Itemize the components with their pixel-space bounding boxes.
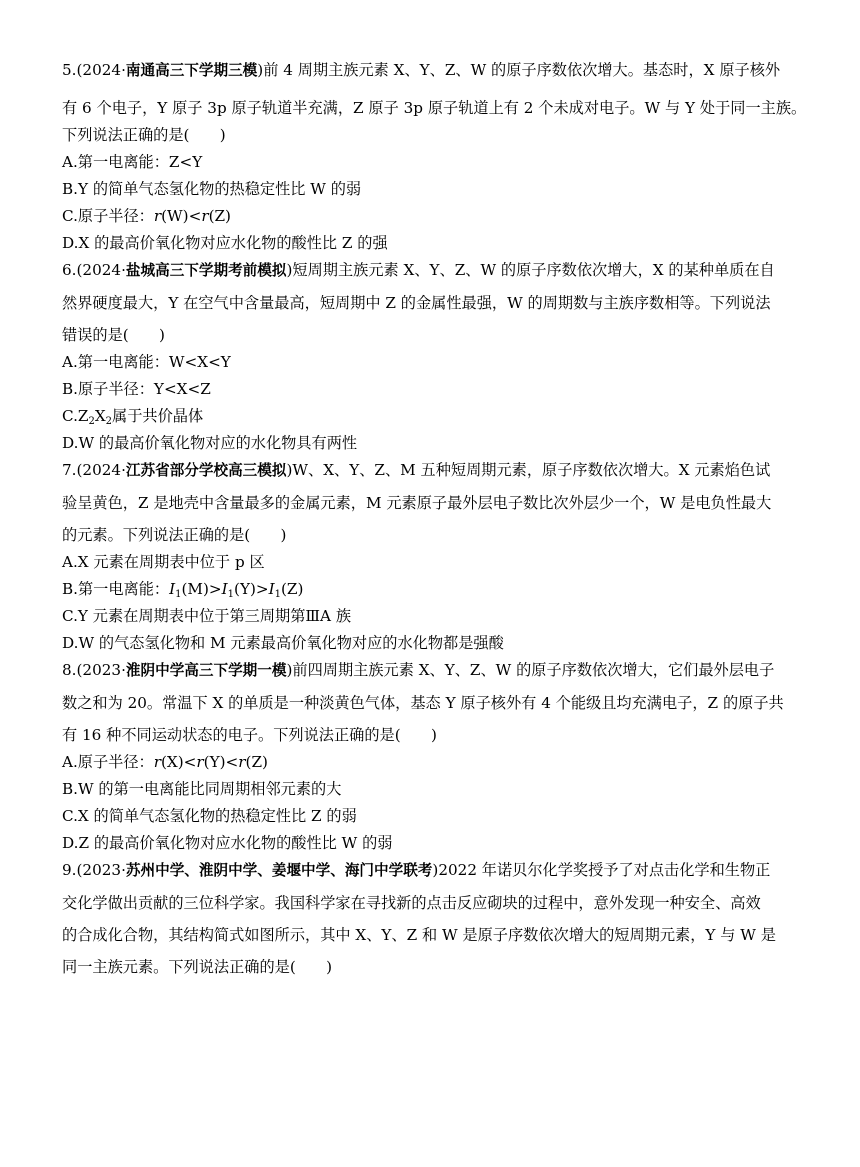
question-stem-line: 下列说法正确的是( ) <box>62 126 226 144</box>
math-text: (Z) <box>208 207 231 225</box>
source-close: ) <box>286 461 293 479</box>
question-year: (2023· <box>76 661 126 679</box>
question-stem-line: 交化学做出贡献的三位科学家。我国科学家在寻找新的点击反应砌块的过程中，意外发现一种安全、高效 <box>62 894 761 912</box>
question-stem-line <box>62 260 802 281</box>
math-text: (Z) <box>281 580 304 598</box>
question-stem-line: 数之和为 20。常温下 X 的单质是一种淡黄色气体，基态 Y 原子核外有 4 个能级且均充满电子，Z 的原子共 <box>62 694 784 712</box>
question-stem-text: 短周期主族元素 X、Y、Z、W 的原子序数依次增大，X 的某种单质在自 <box>292 261 775 279</box>
question-year: (2024· <box>76 261 126 279</box>
subscript: 1 <box>175 589 182 600</box>
math-var: I <box>221 580 228 598</box>
question-year: (2024· <box>76 61 126 79</box>
document-page <box>62 60 807 976</box>
question-stem-line: 的合成化合物，其结构简式如图所示，其中 X、Y、Z 和 W 是原子序数依次增大的短周期元素，Y 与 W 是 <box>62 926 776 944</box>
question-number: 7. <box>62 461 77 479</box>
question-year: (2023· <box>76 861 126 879</box>
option-d: D.W 的最高价氧化物对应的水化物具有两性 <box>62 434 358 452</box>
math-text: (W)< <box>161 207 202 225</box>
math-var: r <box>153 753 161 771</box>
math-text: (X)< <box>161 753 197 771</box>
option-b: B.W 的第一电离能比同周期相邻元素的大 <box>62 780 342 798</box>
option-b <box>62 579 802 599</box>
subscript: 1 <box>227 589 235 600</box>
question-number: 8. <box>62 661 77 679</box>
formula-text: X <box>94 407 106 425</box>
option-d: D.Z 的最高价氧化物对应水化物的酸性比 W 的弱 <box>62 834 393 852</box>
math-text: (Y)> <box>234 580 269 598</box>
question-stem-line <box>62 860 802 881</box>
option-a: A.第一电离能：W<X<Y <box>62 353 231 371</box>
subscript: 2 <box>88 416 95 427</box>
question-stem-line <box>62 60 802 81</box>
source-close: ) <box>286 261 293 279</box>
question-year: (2024· <box>76 461 126 479</box>
math-var: I <box>169 580 176 598</box>
question-stem-line: 错误的是( ) <box>62 326 165 344</box>
math-var: r <box>153 207 162 225</box>
question-source: 苏州中学、淮阴中学、姜堰中学、海门中学联考 <box>125 862 433 879</box>
question-9 <box>62 860 802 976</box>
question-stem-text: W、X、Y、Z、M 五种短周期元素，原子序数依次增大。X 元素焰色试 <box>292 461 771 479</box>
question-5 <box>62 60 807 252</box>
option-c-label: C.原子半径： <box>62 207 154 225</box>
question-7 <box>62 460 802 652</box>
option-c-text: 属于共价晶体 <box>112 407 204 425</box>
subscript: 1 <box>274 589 281 600</box>
question-stem-text: 2022 年诺贝尔化学奖授予了对点击化学和生物正 <box>438 861 771 879</box>
subscript: 2 <box>105 416 113 427</box>
question-stem-text: 前四周期主族元素 X、Y、Z、W 的原子序数依次增大，它们最外层电子 <box>292 661 775 679</box>
math-var: r <box>238 753 246 771</box>
option-a-label: A.原子半径： <box>62 753 154 771</box>
question-source: 淮阴中学高三下学期一模 <box>125 662 287 679</box>
math-var: r <box>201 207 209 225</box>
question-stem-line <box>62 460 802 481</box>
math-text: (Z) <box>245 753 268 771</box>
option-b: B.Y 的简单气态氢化物的热稳定性比 W 的弱 <box>62 180 362 198</box>
question-number: 5. <box>62 61 77 79</box>
option-b: B.原子半径：Y<X<Z <box>62 380 211 398</box>
math-text: (Y)< <box>203 753 239 771</box>
source-close: ) <box>286 661 293 679</box>
math-text: (M)> <box>181 580 222 598</box>
source-close: ) <box>432 861 439 879</box>
source-close: ) <box>257 61 264 79</box>
question-number: 9. <box>62 861 77 879</box>
option-c <box>62 406 802 426</box>
question-stem-line: 的元素。下列说法正确的是( ) <box>62 526 287 544</box>
option-a: A.第一电离能：Z<Y <box>62 153 203 171</box>
option-c <box>62 206 802 226</box>
option-d: D.W 的气态氢化物和 M 元素最高价氧化物对应的水化物都是强酸 <box>62 634 504 652</box>
option-a <box>62 752 802 772</box>
question-number: 6. <box>62 261 77 279</box>
option-c: C.X 的简单气态氢化物的热稳定性比 Z 的弱 <box>62 807 357 825</box>
math-var: I <box>268 580 275 598</box>
option-b-label: B.第一电离能： <box>62 580 170 598</box>
question-stem-line: 有 16 种不同运动状态的电子。下列说法正确的是( ) <box>62 726 437 744</box>
question-stem-line: 验呈黄色，Z 是地壳中含量最多的金属元素，M 元素原子最外层电子数比次外层少一个，W 是电负性最大 <box>62 494 772 512</box>
option-d: D.X 的最高价氧化物对应水化物的酸性比 Z 的强 <box>62 234 388 252</box>
question-stem-line: 同一主族元素。下列说法正确的是( ) <box>62 958 333 976</box>
question-6 <box>62 260 802 452</box>
question-source: 南通高三下学期三模 <box>125 62 258 79</box>
option-c: C.Y 元素在周期表中位于第三周期第ⅢA 族 <box>62 607 352 625</box>
question-8 <box>62 660 802 852</box>
question-source: 江苏省部分学校高三模拟 <box>125 462 287 479</box>
question-stem-line: 然界硬度最大，Y 在空气中含量最高，短周期中 Z 的金属性最强，W 的周期数与主族序数相等。下列说法 <box>62 294 771 312</box>
option-c-label: C.Z <box>62 407 89 425</box>
math-var: r <box>196 753 204 771</box>
question-source: 盐城高三下学期考前模拟 <box>125 262 287 279</box>
question-stem-text: 前 4 周期主族元素 X、Y、Z、W 的原子序数依次增大。基态时，X 原子核外 <box>263 61 781 79</box>
question-stem-line <box>62 660 802 681</box>
question-stem-line: 有 6 个电子，Y 原子 3p 原子轨道半充满，Z 原子 3p 原子轨道上有 2 个未成对电子。W 与 Y 处于同一主族。 <box>62 99 807 117</box>
option-a: A.X 元素在周期表中位于 p 区 <box>62 553 265 571</box>
